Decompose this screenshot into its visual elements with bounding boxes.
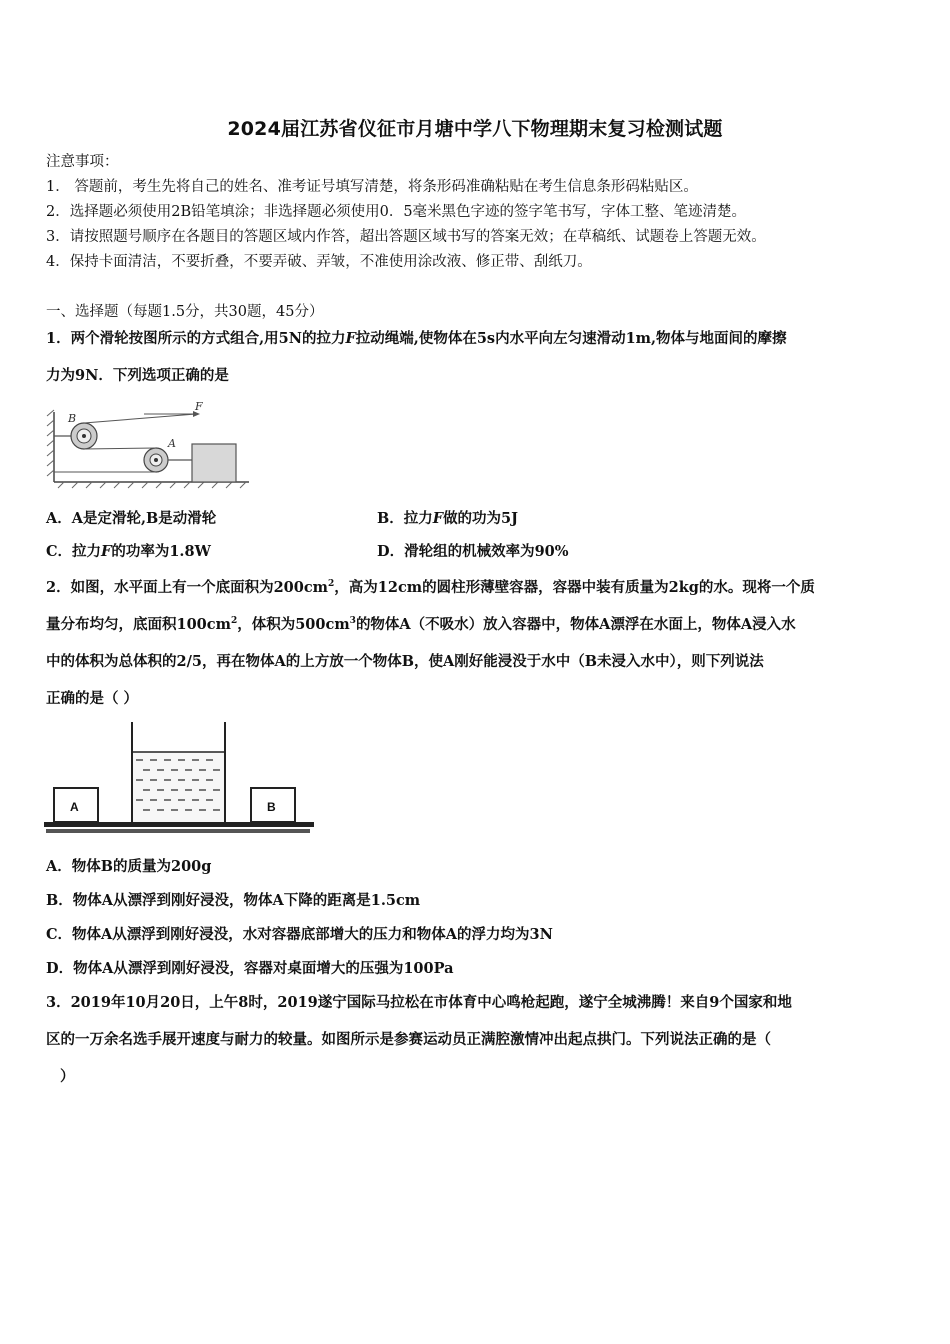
svg-text:B: B	[267, 800, 276, 814]
q1-option-d: D．滑轮组的机械效率为90%	[377, 543, 569, 560]
q3-line2: 区的一万余名选手展开速度与耐力的较量。如图所示是参赛运动员正满腔激情冲出起点拱门。下列说法正确的是（	[46, 1031, 771, 1048]
q2-line1: 2．如图，水平面上有一个底面积为$200cm^2$，高为12cm的圆柱形薄壁容器，容器中装有质量为2kg的水。现将一个质	[46, 579, 815, 596]
q3-line3: ）	[60, 1068, 75, 1085]
note-item: 1． 答题前，考生先将自己的姓名、准考证号填写清楚，将条形码准确粘贴在考生信息条形码粘贴区。	[46, 179, 698, 195]
q1-option-a: A．A是定滑轮,B是动滑轮	[46, 510, 217, 527]
q3-line1: 3．2019年10月20日，上午8时，2019遂宁国际马拉松在市体育中心鸣枪起跑，遂宁全城沸腾！来自9个国家和地	[46, 994, 792, 1011]
svg-text:A: A	[70, 800, 79, 814]
q2-line3: 中的体积为总体积的2/5，再在物体A的上方放一个物体B，使A刚好能浸没于水中（B未浸入水中），则下列说法	[46, 653, 764, 670]
q1-line2: 力为9N．下列选项正确的是	[46, 367, 229, 384]
page-title: 2024届江苏省仪征市月塘中学八下物理期末复习检测试题	[227, 118, 723, 140]
q2-option-d: D．物体A从漂浮到刚好浸没，容器对桌面增大的压强为100Pa	[46, 960, 454, 977]
q1-option-c: C．拉力F的功率为1.8W	[46, 543, 211, 560]
label-f: F	[195, 402, 203, 413]
q1-line1: 1．两个滑轮按图所示的方式组合,用5N的拉力F拉动绳端,使物体在5s内水平向左匀速滑动1m,物体与地面间的摩擦	[46, 330, 787, 347]
pulley-figure	[44, 402, 254, 490]
section-heading: 一、选择题（每题1.5分，共30题，45分）	[46, 304, 324, 320]
force-symbol: F	[345, 330, 356, 347]
container-figure	[44, 718, 316, 840]
q2-line2: 量分布均匀，底面积$100cm^2$，体积为$500cm^3$的物体A（不吸水）放入容器中，物体A漂浮在水面上，物体A浸入水	[46, 616, 796, 633]
note-item: 2．选择题必须使用2B铅笔填涂；非选择题必须使用0．5毫米黑色字迹的签字笔书写，字体工整、笔迹清楚。	[46, 204, 747, 220]
q2-option-b: B．物体A从漂浮到刚好浸没，物体A下降的距离是1.5cm	[46, 892, 421, 909]
label-a: A	[168, 437, 176, 450]
q2-option-a: A．物体B的质量为200g	[46, 858, 212, 875]
notes-heading: 注意事项：	[46, 154, 119, 170]
q1-option-b: B．拉力F做的功为5J	[377, 510, 519, 527]
label-b: B	[68, 412, 77, 425]
note-item: 3．请按照题号顺序在各题目的答题区域内作答，超出答题区域书写的答案无效；在草稿纸、试题卷上答题无效。	[46, 229, 766, 245]
q2-option-c: C．物体A从漂浮到刚好浸没，水对容器底部增大的压力和物体A的浮力均为3N	[46, 926, 553, 943]
block	[192, 444, 236, 482]
q2-line4: 正确的是（ ）	[46, 690, 139, 707]
note-item: 4．保持卡面清洁，不要折叠，不要弄破、弄皱，不准使用涂改液、修正带、刮纸刀。	[46, 254, 592, 270]
